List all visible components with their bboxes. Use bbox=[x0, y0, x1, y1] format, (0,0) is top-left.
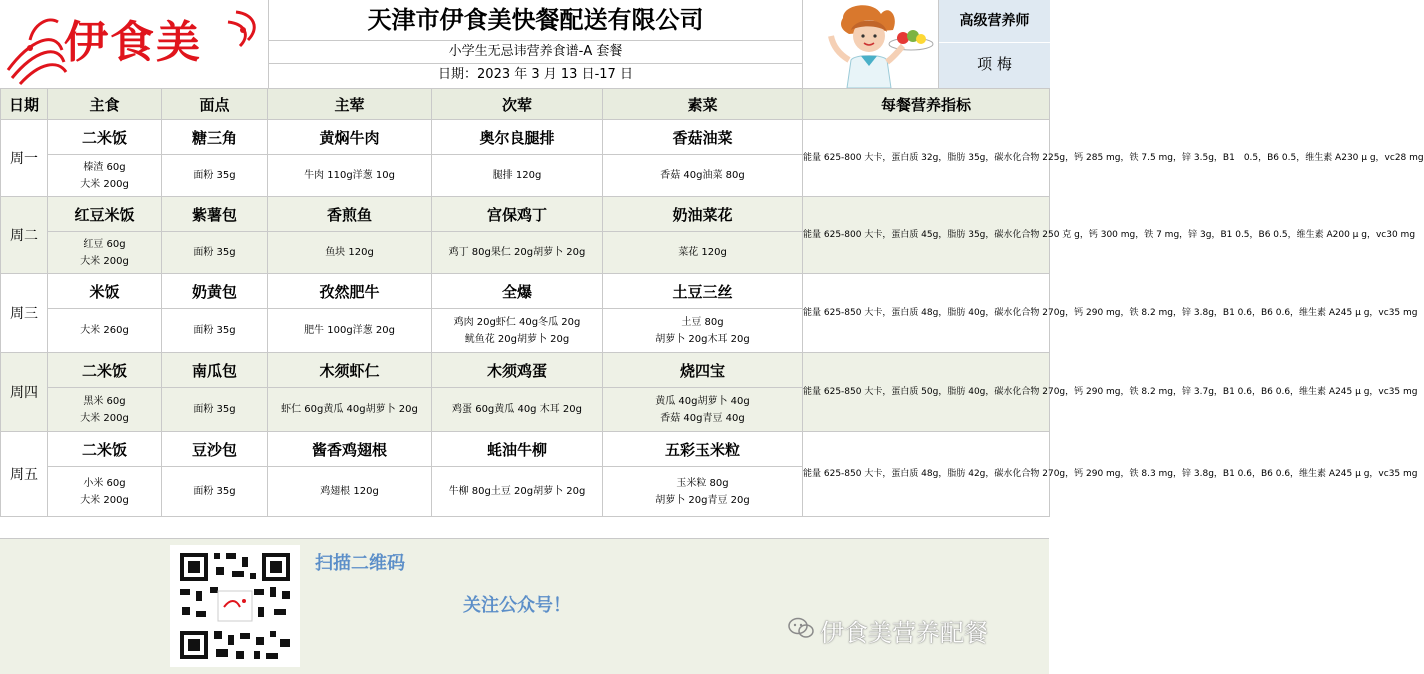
ingredient-line: 小米 60g bbox=[83, 477, 126, 489]
ingredient-line: 菜花 120g bbox=[678, 247, 727, 258]
ingredient-line: 大米 200g bbox=[80, 255, 129, 267]
dish-side-meat: 木须鸡蛋 bbox=[432, 353, 603, 388]
dish-pastry: 紫薯包 bbox=[162, 197, 268, 232]
dish-vegetable: 烧四宝 bbox=[603, 353, 803, 388]
ingredient-line: 香菇 40g油菜 80g bbox=[660, 170, 745, 181]
ingredient-cell bbox=[48, 155, 162, 197]
ingredient-line: 胡萝卜 20g青豆 20g bbox=[655, 494, 750, 506]
dish-side-meat: 奥尔良腿排 bbox=[432, 120, 603, 155]
nutrition-cell: 能量 625-850 大卡，蛋白质 48g，脂肪 40g，碳水化合物 270g，钙 290 mg，铁 8.2 mg，锌 3.8g，B1 0.6，B6 0.6，维生素 A245 μ g，vc35 mg bbox=[803, 274, 1050, 353]
ingredient-cell bbox=[268, 309, 432, 353]
nutritionist-box bbox=[938, 0, 1050, 88]
dish-vegetable: 五彩玉米粒 bbox=[603, 432, 803, 467]
col-header-vegetable: 素菜 bbox=[603, 89, 803, 120]
dish-side-meat: 蚝油牛柳 bbox=[432, 432, 603, 467]
ingredient-cell bbox=[162, 232, 268, 274]
ingredient-line: 面粉 35g bbox=[193, 247, 236, 258]
ingredient-cell bbox=[48, 232, 162, 274]
nutritionist-role: 高级营养师 bbox=[939, 0, 1050, 43]
ingredient-cell bbox=[162, 309, 268, 353]
qr-code[interactable] bbox=[170, 545, 300, 667]
day-cell: 周三 bbox=[1, 274, 48, 353]
ingredient-line: 肥牛 100g洋葱 20g bbox=[304, 325, 395, 336]
ingredient-cell bbox=[268, 388, 432, 432]
brand-watermark: 伊食美营养配餐 bbox=[820, 619, 988, 647]
ingredient-line: 牛柳 80g土豆 20g胡萝卜 20g bbox=[448, 486, 586, 497]
nutrition-cell: 能量 625-800 大卡，蛋白质 32g，脂肪 35g，碳水化合物 225g，钙 285 mg，铁 7.5 mg，锌 3.5g，B1 0.5，B6 0.5，维生素 A230 μ g，vc28 mg bbox=[803, 120, 1050, 197]
table-header-row bbox=[1, 89, 1050, 120]
dish-main-meat: 香煎鱼 bbox=[268, 197, 432, 232]
dish-pastry: 奶黄包 bbox=[162, 274, 268, 309]
ingredient-line: 胡萝卜 20g木耳 20g bbox=[655, 333, 750, 345]
menu-header bbox=[0, 0, 1049, 88]
ingredient-line: 玉米粒 80g bbox=[676, 477, 729, 489]
table-row bbox=[1, 197, 1050, 232]
dish-vegetable: 香菇油菜 bbox=[603, 120, 803, 155]
ingredient-cell bbox=[48, 309, 162, 353]
col-header-main-meat: 主荤 bbox=[268, 89, 432, 120]
dish-main-meat: 黄焖牛肉 bbox=[268, 120, 432, 155]
dish-pastry: 南瓜包 bbox=[162, 353, 268, 388]
dish-side-meat: 宫保鸡丁 bbox=[432, 197, 603, 232]
nutrition-cell: 能量 625-850 大卡，蛋白质 48g，脂肪 42g，碳水化合物 270g，钙 290 mg，铁 8.3 mg，锌 3.8g，B1 0.6，B6 0.6，维生素 A245 μ g，vc35 mg bbox=[803, 432, 1050, 517]
ingredient-line: 鸡丁 80g果仁 20g胡萝卜 20g bbox=[448, 247, 586, 258]
ingredient-line: 大米 200g bbox=[80, 412, 129, 424]
nutritionist-name: 项 梅 bbox=[977, 55, 1012, 73]
ingredient-line: 香菇 40g青豆 40g bbox=[660, 412, 745, 424]
menu-subtitle: 小学生无忌讳营养食谱-A 套餐 bbox=[269, 41, 802, 64]
dish-vegetable: 奶油菜花 bbox=[603, 197, 803, 232]
ingredient-line: 牛肉 110g洋葱 10g bbox=[304, 170, 395, 181]
nutrition-cell: 能量 625-800 大卡，蛋白质 45g，脂肪 35g，碳水化合物 250 克 g，钙 300 mg，铁 7 mg，锌 3g，B1 0.5，B6 0.5，维生素 A200 μ g，vc30 mg bbox=[803, 197, 1050, 274]
company-title: 天津市伊食美快餐配送有限公司 bbox=[269, 0, 802, 41]
dish-pastry: 豆沙包 bbox=[162, 432, 268, 467]
ingredient-line: 面粉 35g bbox=[193, 486, 236, 497]
ingredient-cell bbox=[48, 467, 162, 517]
ingredient-line: 鱼块 120g bbox=[325, 247, 374, 258]
follow-account-text: 关注公众号！ bbox=[463, 595, 571, 616]
ingredient-cell bbox=[603, 467, 803, 517]
dish-staple: 二米饭 bbox=[48, 432, 162, 467]
ingredient-cell bbox=[268, 155, 432, 197]
dish-main-meat: 木须虾仁 bbox=[268, 353, 432, 388]
ingredient-cell bbox=[603, 309, 803, 353]
day-cell: 周二 bbox=[1, 197, 48, 274]
col-header-pastry: 面点 bbox=[162, 89, 268, 120]
qr-code-icon bbox=[170, 545, 300, 667]
ingredient-cell bbox=[162, 388, 268, 432]
dish-staple: 米饭 bbox=[48, 274, 162, 309]
dish-staple: 二米饭 bbox=[48, 353, 162, 388]
col-header-nutrition: 每餐营养指标 bbox=[803, 89, 1050, 120]
menu-footer bbox=[0, 538, 1049, 674]
menu-table bbox=[0, 88, 1424, 517]
ingredient-cell bbox=[603, 388, 803, 432]
ingredient-line: 面粉 35g bbox=[193, 170, 236, 181]
ingredient-cell bbox=[432, 467, 603, 517]
ingredient-cell bbox=[162, 467, 268, 517]
dish-side-meat: 全爆 bbox=[432, 274, 603, 309]
dish-vegetable: 土豆三丝 bbox=[603, 274, 803, 309]
scan-qr-text: 扫描二维码 bbox=[315, 553, 405, 574]
dish-main-meat: 孜然肥牛 bbox=[268, 274, 432, 309]
ingredient-line: 虾仁 60g黄瓜 40g胡萝卜 20g bbox=[281, 404, 418, 415]
table-row bbox=[1, 274, 1050, 309]
ingredient-cell bbox=[162, 155, 268, 197]
ingredient-cell bbox=[268, 467, 432, 517]
dish-staple: 红豆米饭 bbox=[48, 197, 162, 232]
ingredient-line: 榛渣 60g bbox=[83, 161, 126, 173]
col-header-staple: 主食 bbox=[48, 89, 162, 120]
wechat-icon bbox=[788, 617, 814, 639]
day-cell: 周五 bbox=[1, 432, 48, 517]
ingredient-cell bbox=[603, 232, 803, 274]
ingredient-cell bbox=[268, 232, 432, 274]
table-row bbox=[1, 120, 1050, 155]
ingredient-line: 鱿鱼花 20g胡萝卜 20g bbox=[464, 333, 570, 345]
dish-pastry: 糖三角 bbox=[162, 120, 268, 155]
logo-text: 伊食美 bbox=[64, 17, 202, 68]
dish-main-meat: 酱香鸡翅根 bbox=[268, 432, 432, 467]
ingredient-line: 鸡蛋 60g黄瓜 40g 木耳 20g bbox=[452, 404, 582, 415]
ingredient-line: 红豆 60g bbox=[83, 238, 126, 250]
table-row bbox=[1, 432, 1050, 467]
ingredient-line: 面粉 35g bbox=[193, 325, 236, 336]
ingredient-line: 黄瓜 40g胡萝卜 40g bbox=[655, 395, 750, 407]
table-row bbox=[1, 353, 1050, 388]
ingredient-line: 大米 200g bbox=[80, 178, 129, 190]
day-cell: 周一 bbox=[1, 120, 48, 197]
ingredient-cell bbox=[48, 388, 162, 432]
chef-icon bbox=[803, 0, 939, 88]
col-header-date: 日期 bbox=[1, 89, 48, 120]
ingredient-cell bbox=[432, 388, 603, 432]
ingredient-cell bbox=[603, 155, 803, 197]
title-area bbox=[269, 0, 802, 88]
ingredient-line: 腿排 120g bbox=[492, 170, 542, 181]
ingredient-cell bbox=[432, 309, 603, 353]
chef-illustration bbox=[802, 0, 939, 88]
dish-staple: 二米饭 bbox=[48, 120, 162, 155]
ingredient-cell bbox=[432, 232, 603, 274]
nutrition-cell: 能量 625-850 大卡，蛋白质 50g，脂肪 40g，碳水化合物 270g，钙 290 mg，铁 8.2 mg，锌 3.7g，B1 0.6，B6 0.6，维生素 A245 μ g，vc35 mg bbox=[803, 353, 1050, 432]
ingredient-line: 鸡肉 20g虾仁 40g冬瓜 20g bbox=[453, 316, 581, 328]
ingredient-line: 黑米 60g bbox=[83, 395, 126, 407]
ingredient-line: 土豆 80g bbox=[681, 316, 724, 328]
ingredient-cell bbox=[432, 155, 603, 197]
company-logo bbox=[0, 0, 269, 88]
ingredient-line: 面粉 35g bbox=[193, 404, 236, 415]
day-cell: 周四 bbox=[1, 353, 48, 432]
ingredient-line: 大米 260g bbox=[80, 325, 129, 336]
menu-date: 日期：2023 年 3 月 13 日-17 日 bbox=[438, 67, 633, 82]
col-header-side-meat: 次荤 bbox=[432, 89, 603, 120]
ingredient-line: 鸡翅根 120g bbox=[320, 486, 379, 497]
ingredient-line: 大米 200g bbox=[80, 494, 129, 506]
